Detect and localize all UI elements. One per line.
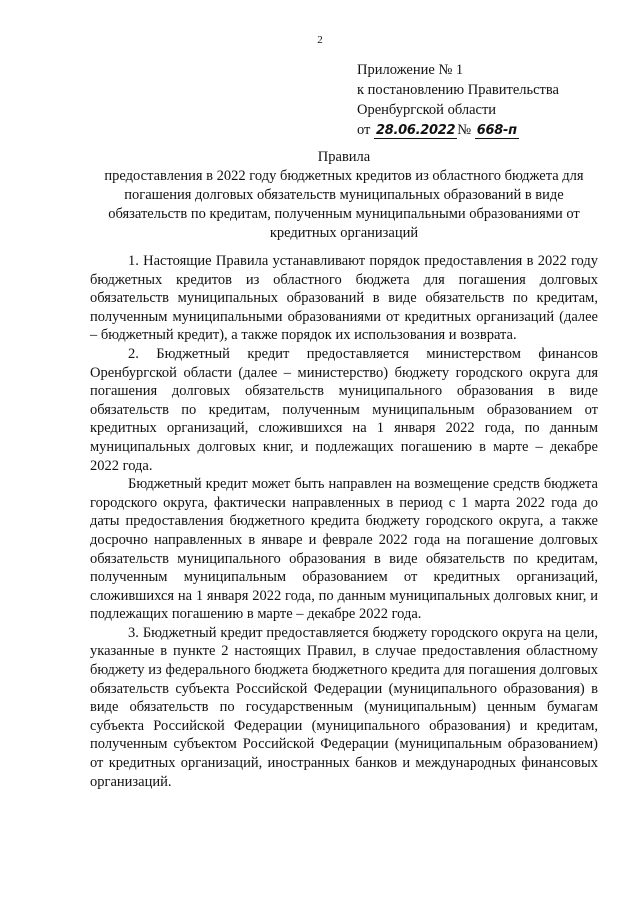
appendix-line-2: к постановлению Правительства (357, 82, 559, 98)
date-prefix: от (357, 122, 371, 138)
handwritten-number: 668-п (476, 123, 517, 138)
appendix-block (357, 60, 617, 141)
document-subtitle: предоставления в 2022 году бюджетных кредитов из областного бюджета для погашения долговых обязательств муниципальных образований в виде обязательств по кредитам, полученным муниципальными образованиями от кредитных организаций (104, 168, 584, 241)
page-number: 2 (317, 34, 323, 46)
paragraph-3: Бюджетный кредит может быть направлен на возмещение средств бюджета городского округа, фактически направленных в период с 1 марта 2022 года до даты предоставления бюджетного кредита бюджету городского округа, а также досрочно направленных в январе и феврале 2022 года на погашение долговых обязательств муниципального образования в виде обязательств по кредитам, полученным муниципальным образованием от кредитных организаций, сложившихся на 1 января 2022 года, по данным муниципальных долговых книг, и подлежащих погашению в марте – декабре 2022 года. (90, 476, 598, 623)
appendix-line-1: Приложение № 1 (357, 62, 464, 78)
number-prefix: № (457, 122, 472, 138)
handwritten-date: 28.06.2022 (376, 123, 456, 138)
appendix-date-line (357, 120, 617, 141)
document-body (90, 252, 598, 791)
paragraph-1: 1. Настоящие Правила устанавливают порядок предоставления в 2022 году бюджетных кредитов из областного бюджета для погашения долговых обязательств муниципальных образований в виде обязательств по кредитам, полученным муниципальными образованиями от кредитных организаций (далее – бюджетный кредит), а также порядок их использования и возврата. (90, 253, 598, 344)
paragraph-2: 2. Бюджетный кредит предоставляется министерством финансов Оренбургской области (далее – министерство) бюджету городского округа для погашения долговых обязательств муниципального образования в виде обязательств по кредитам, полученным муниципальным образованием от кредитных организаций, сложившихся на 1 января 2022 года, по данным муниципальных долговых книг, и подлежащих погашению в марте – декабре 2022 года. (90, 345, 598, 474)
paragraph-4: 3. Бюджетный кредит предоставляется бюджету городского округа на цели, указанные в пункте 2 настоящих Правил, в случае предоставления областному бюджету из федерального бюджета бюджетного кредита для погашения долговых обязательств субъекта Российской Федерации (муниципального образования) в виде обязательств по государственным (муниципальным) ценным бумагам субъекта Российской Федерации (муниципального образования) и кредитам, полученным субъектом Российской Федерации (муниципальным образованием) от кредитных организаций, иностранных банков и международных финансовых организаций. (90, 624, 598, 790)
appendix-line-3: Оренбургской области (357, 102, 497, 118)
document-title: Правила (317, 149, 371, 165)
document-title-block (88, 148, 600, 243)
